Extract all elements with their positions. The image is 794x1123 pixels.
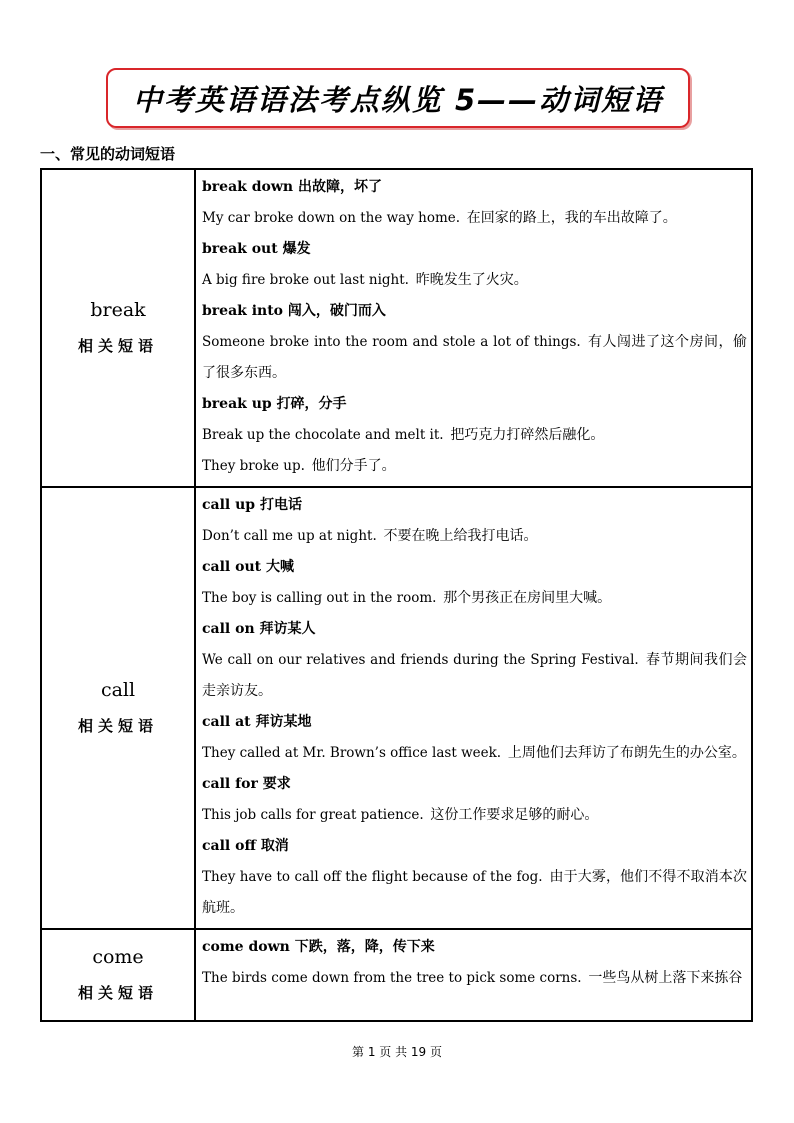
example-sentence [202,420,747,451]
title-box [106,68,690,128]
phrase-meaning: 打电话 [259,497,302,513]
phrase-heading [202,296,747,327]
phrase-meaning: 出故障，坏了 [297,179,382,195]
phrases-cell [195,487,752,929]
phrase-meaning: 拜访某地 [255,714,312,730]
phrase-text: call on [202,621,255,637]
phrase-heading [202,490,747,521]
page-title: 中考英语语法考点纵览 5——动词短语 [132,82,664,117]
example-chinese: 由于大雾，他们不得不取消本次航班。 [202,869,747,916]
verb-name: call [100,679,136,701]
example-chinese: 不要在晚上给我打电话。 [383,528,538,544]
phrases-cell [195,169,752,487]
verb-group-row [41,169,752,487]
example-english: They have to call off the flight because of the fog. [202,869,543,885]
example-sentence [202,738,747,769]
phrase-text: break out [202,241,278,257]
example-english: They called at Mr. Brown’s office last week. [202,745,502,761]
phrase-meaning: 大喊 [265,559,294,575]
example-chinese: 春节期间我们会走亲访友。 [202,652,747,699]
example-english: We call on our relatives and friends during the Spring Festival. [202,652,639,668]
example-english: A big fire broke out last night. [202,272,409,288]
verb-name: break [90,299,146,321]
example-english: This job calls for great patience. [202,807,424,823]
phrase-text: call out [202,559,262,575]
example-sentence [202,203,747,234]
example-english: Break up the chocolate and melt it. [202,427,444,443]
example-english: My car broke down on the way home. [202,210,461,226]
phrases-cell [195,929,752,1021]
example-english: Someone broke into the room and stole a lot of things. [202,334,581,350]
example-chinese: 他们分手了。 [311,458,396,474]
phrase-heading [202,552,747,583]
example-sentence [202,862,747,924]
example-chinese: 那个男孩正在房间里大喊。 [443,590,612,606]
phrase-heading [202,389,747,420]
example-sentence [202,963,747,994]
example-sentence [202,645,747,707]
verb-name: come [92,946,144,968]
phrase-heading [202,769,747,800]
example-chinese: 一些鸟从树上落下来拣谷 [588,970,743,986]
phrase-meaning: 闯入，破门而入 [287,303,386,319]
phrase-heading [202,932,747,963]
verb-subtitle: 相关短语 [77,717,158,735]
example-sentence [202,521,747,552]
example-chinese: 把巧克力打碎然后融化。 [450,427,605,443]
verb-subtitle: 相关短语 [77,337,158,355]
example-chinese: 这份工作要求足够的耐心。 [430,807,599,823]
example-sentence [202,583,747,614]
phrase-heading [202,614,747,645]
verb-group-row [41,487,752,929]
example-sentence [202,327,747,389]
phrase-text: call at [202,714,251,730]
phrase-heading [202,234,747,265]
phrase-meaning: 取消 [260,838,289,854]
phrase-meaning: 拜访某人 [259,621,316,637]
phrase-text: break into [202,303,284,319]
phrase-text: call off [202,838,256,854]
verb-subtitle: 相关短语 [77,984,158,1002]
phrase-text: break down [202,179,294,195]
example-chinese: 在回家的路上，我的车出故障了。 [466,210,677,226]
example-chinese: 有人闯进了这个房间，偷了很多东西。 [202,334,748,381]
phrase-text: call for [202,776,258,792]
phrase-meaning: 要求 [262,776,291,792]
page-footer: 第 1 页 共 19 页 [352,1045,442,1059]
verb-cell [41,487,195,929]
phrase-heading [202,831,747,862]
phrase-meaning: 下跌，落，降，传下来 [294,939,435,955]
example-chinese: 昨晚发生了火灾。 [415,272,528,288]
phrase-text: come down [202,939,290,955]
example-english: The birds come down from the tree to pick some corns. [202,970,582,986]
example-sentence [202,265,747,296]
verb-cell [41,929,195,1021]
example-chinese: 上周他们去拜访了布朗先生的办公室。 [507,745,746,761]
section-heading: 一、常见的动词短语 [40,145,176,163]
verb-group-row [41,929,752,1021]
phrase-meaning: 打碎，分手 [276,396,347,412]
phrase-table [40,168,753,1022]
verb-cell [41,169,195,487]
phrase-text: break up [202,396,272,412]
example-english: The boy is calling out in the room. [202,590,437,606]
phrase-heading [202,707,747,738]
example-english: They broke up. [202,458,305,474]
example-english: Don’t call me up at night. [202,528,377,544]
example-sentence [202,451,747,482]
phrase-text: call up [202,497,256,513]
phrase-meaning: 爆发 [282,241,311,257]
phrase-heading [202,172,747,203]
example-sentence [202,800,747,831]
